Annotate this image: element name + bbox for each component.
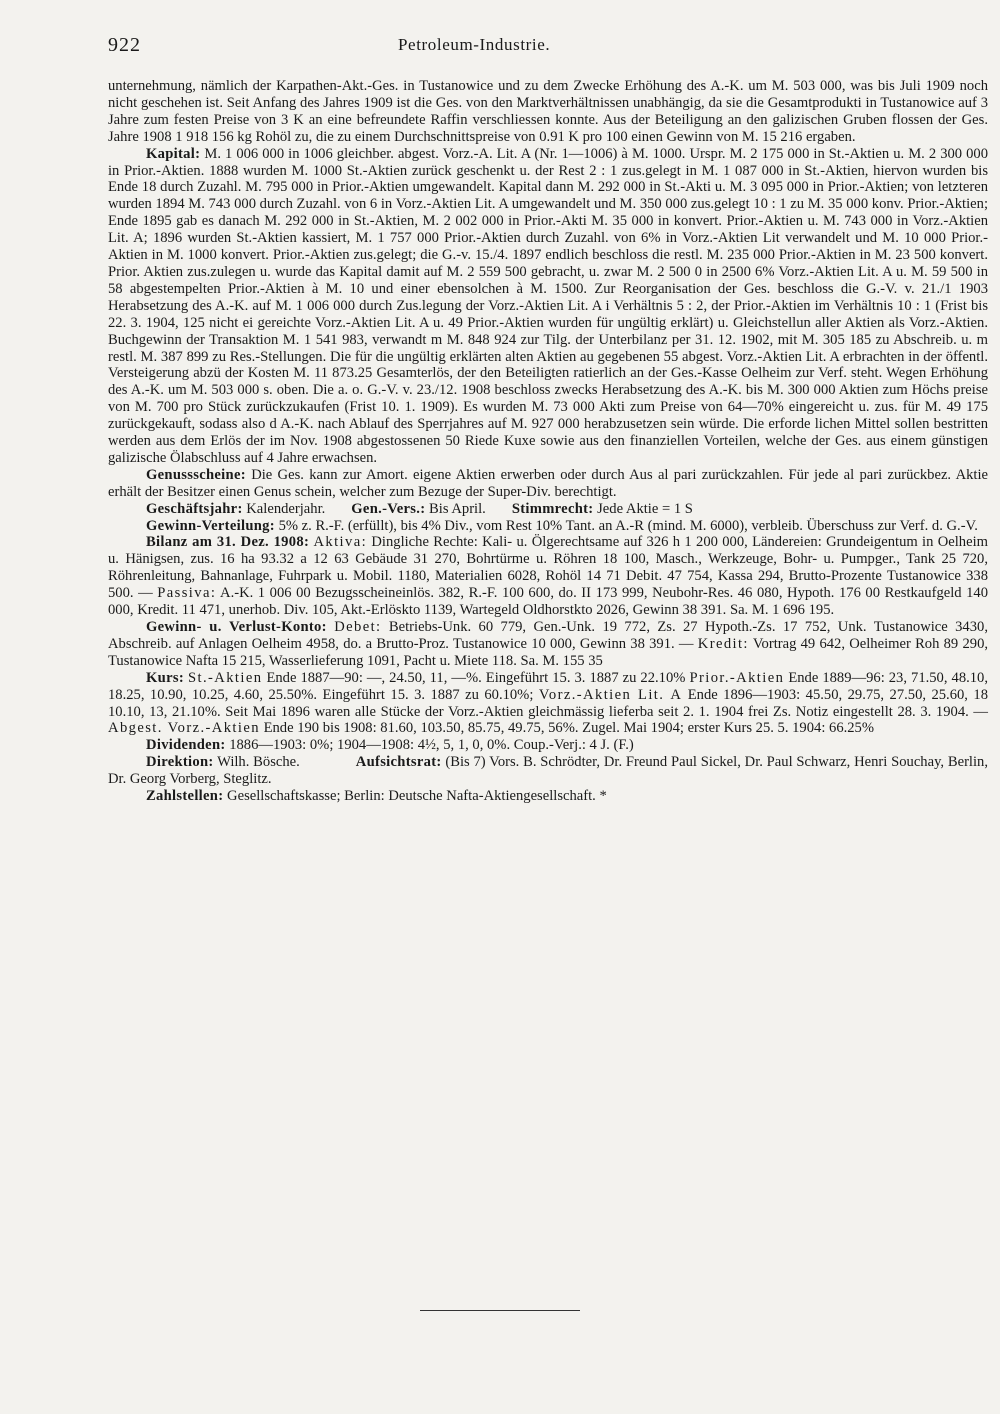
passiva-label: Passiva: — [157, 585, 217, 602]
genussscheine-text: Die Ges. kann zur Amort. eigene Aktien erwerben oder durch Aus al pari zurückzahlen. Für jede al pari zurückbez. Aktie erhält der Besitzer einen Genus schein, welcher zum Bezuge der Super-Div. berechtigt. — [108, 466, 988, 500]
prior-aktien-label: Prior.-Aktien — [689, 669, 785, 686]
page-body — [108, 78, 988, 805]
geschaeftsjahr-section — [108, 501, 988, 518]
passiva-text: A.-K. 1 006 00 Bezugsscheineinlös. 382, R.-F. 100 600, do. II 173 999, Neubohr-Res. 46 080, Hypoth. 176 00 Restkaufgeld 140 000, Kredit. 11 471, unerhob. Div. 105, Akt.-Erlöskto 1139, Wartegeld Oldhorstkto 2026, Gewinn 38 391. Sa. M. 1 696 195. — [108, 585, 989, 619]
dividenden-label: Dividenden: — [146, 737, 226, 754]
zahlstellen-label: Zahlstellen: — [146, 788, 224, 805]
aufsichtsrat-label: Aufsichtsrat: — [355, 754, 442, 771]
gewinn-verteilung-label: Gewinn-Verteilung: — [146, 517, 275, 534]
vorz-aktien-label: Vorz.-Aktien Lit. A — [538, 686, 683, 703]
geschaeftsjahr-label: Geschäftsjahr: — [146, 500, 243, 517]
kapital-text: M. 1 006 000 in 1006 gleichber. abgest. Vorz.-A. Lit. A (Nr. 1—1006) à M. 1000. Urspr. M. 2 175 000 in St.-Aktien u. M. 2 300 000 in Prior.-Aktien. 1888 wurden M. 1000 St.-Aktien zurück geschenkt u. der Rest 2 : 1 zus.gelegt in M. 1 087 000 in St.-Aktien, hiervon wurden bis Ende 18 durch Zuzahl. M. 795 000 in Prior.-Aktien umgewandelt. Kapital dann M. 292 000 in St.-Akti u. M. 3 095 000 in Prior.-Aktien; von letzteren wurden 1894 M. 743 000 durch Zuzahl. von 6 in Vorz.-Aktien Lit. A umgewandelt und M. 350 000 zus.gelegt 10 : 1 zu M. 35 000 konv. Prior.-Aktien; Ende 1895 gab es danach M. 292 000 in St.-Aktien, M. 2 002 000 in Prior.-Akti M. 35 000 in konvert. Prior.-Aktien u. M. 743 000 in Vorz.-Aktien Lit. A; 1896 wurden St.-Aktien kassiert, M. 1 757 000 Prior.-Aktien durch Zuzahl. von 6% in Vorz.-Aktien Lit verwandelt und M. 10 000 Prior.-Aktien in M. 1000 konvert. Prior.-Aktien zus.gelegt; die G.-v. 15./4. 1897 endlich beschloss die restl. M. 235 000 Prior.-Aktien in M. 23 500 konvert. Prior. Aktien zus.zulegen u. wurde das Kapital damit auf M. 2 559 500 gebracht, u. zwar M. 2 500 0 in 2500 6% Vorz.-Aktien Lit. A u. M. 59 500 in 58 abgestempelten Prior.-Aktien à M. 10 und einer ebensolchen à M. 1500. Zur Reorganisation der Ges. beschloss die G.-V. v. 21./1 1903 Herabsetzung des A.-K. auf M. 1 006 000 durch Zus.legung der Vorz.-Aktien Lit. A i Verhältnis 5 : 2, der Prior.-Aktien im Verhältnis 10 : 1 (Frist bis 22. 3. 1904, 125 nicht ei gereichte Vorz.-Aktien Lit. A u. 49 Prior.-Aktien wurden für ungültig erklärt) u. Gleichstellun aller Aktien als Vorz.-Aktien. Buchgewinn der Transaktion M. 1 541 983, verwandt m M. 848 924 zur Tilg. der Unterbilanz per 31. 12. 1902, mit M. 305 185 zu Abschreib. u. m restl. M. 387 899 zu Res.-Stellungen. Die für die ungültig erklärten alten Aktien au gegebenen 55 abgest. Vorz.-Aktien Lit. A erbrachten in der öffentl. Versteigerung abzü der Kosten M. 11 873.25 Gesamterlös, der den Beteiligten ratierlich an der Ges.-Kasse Oelheim zur Verf. steht. Wegen Erhöhung des A.-K. um M. 503 000 s. oben. Die a. o. G.-V. v. 23./12. 1908 beschloss zwecks Herabsetzung des A.-K. bis M. 300 000 Aktien zum Höchs preise von M. 700 pro Stück zurückzukaufen (Frist 10. 1. 1909). Es wurden M. 73 000 Akti zum Preise von 64—70% eingereicht u. zus. für M. 49 175 zurückgekauft, sodass also d A.-K. nach Ablauf des Sperrjahres auf M. 927 000 herabzusetzen sein würde. Die erforde lichen Mittel sollen bestritten werden aus dem Erlös der im Nov. 1908 abgestossenen 50 Riede Kuxe sowie aus den finanziellen Vorteilen, welche der Ges. aus einem günstigen galizische Ölabschluss auf 4 Jahre erwachsen. — [108, 145, 989, 466]
aufsichtsrat-text: (Bis 7) Vors. B. Schrödter, Dr. Freund Paul Sickel, Dr. Paul Schwarz, Henri Souchay, Berlin, Dr. Georg Vorberg, Steglitz. — [108, 754, 988, 788]
abgest-vorz-label: Abgest. Vorz.-Aktien — [108, 720, 260, 737]
gen-vers-text: Bis April. — [429, 500, 486, 517]
running-title: Petroleum-Industrie. — [398, 35, 551, 54]
st-aktien-label: St.-Aktien — [188, 669, 263, 686]
kredit-label: Kredit: — [697, 635, 749, 652]
kapital-label: Kapital: — [146, 145, 201, 162]
direktion-text: Wilh. Bösche. — [217, 754, 300, 771]
dividenden-text: 1886—1903: 0%; 1904—1908: 4½, 5, 1, 0, 0%. Coup.-Verj.: 4 J. (F.) — [229, 737, 634, 754]
zahlstellen-section — [108, 788, 988, 805]
aktiva-label: Aktiva: — [313, 534, 368, 551]
gewinn-verteilung-text: 5% z. R.-F. (erfüllt), bis 4% Div., vom Rest 10% Tant. an A.-R (mind. M. 6000), verbleib. Überschuss zur Verf. d. G.-V. — [278, 517, 978, 534]
st-aktien-text: Ende 1887—90: —, 24.50, 11, —%. Eingeführt 15. 3. 1887 zu 22.10% — [266, 669, 686, 686]
gewinn-verteilung-section — [108, 518, 988, 535]
vorz-aktien-text: Ende 1896—1903: 45.50, 29.75, 27.50, 25.60, 18 10.10, 13, 21.10%. Seit Mai 1896 waren alle Stücke der Vorz.-Aktien gleichmässig lieferba seit 2. 1. 1904 frei Zs. Notiz eingestellt 28. 3. 1904. — — [108, 686, 988, 720]
genussscheine-section — [108, 467, 988, 501]
intro-paragraph — [108, 78, 988, 146]
stimmrecht-label: Stimmrecht: — [511, 500, 594, 517]
aktiva-text: Dingliche Rechte: Kali- u. Ölgerechtsame auf 326 h 1 200 000, Ländereien: Grundeigentum in Oelheim u. Hänigsen, zus. 16 ha 93.32 a 12 63 Gebäude 31 270, Bohrtürme u. Röhren 18 100, Masch., Werkzeuge, Bohr- u. Pumpger., Tank 25 720, Röhrenleitung, Bahnanlage, Fuhrpark u. Mobil. 1180, Materialien 6028, Rohöl 14 71 Debit. 47 754, Kassa 294, Brutto-Prozente Tustanowice 338 500. — — [108, 534, 988, 602]
prior-aktien-text: Ende 1889—96: 23, 71.50, 48.10, 18.25, 10.90, 10.25, 4.60, 25.50%. Eingeführt 15. 3. 1887 zu 60.10%; — [108, 669, 989, 703]
dividenden-section — [108, 737, 988, 754]
genussscheine-label: Genussscheine: — [146, 466, 246, 483]
zahlstellen-text: Gesellschaftskasse; Berlin: Deutsche Nafta-Aktiengesellschaft. * — [227, 788, 607, 805]
debet-text: Betriebs-Unk. 60 779, Gen.-Unk. 19 772, Zs. 27 Hypoth.-Zs. 17 752, Unk. Tustanowice 3430, Abschreib. auf Anlagen Oelheim 4958, do. a Brutto-Proz. Tustanowice 10 000, Gewinn 38 391. — — [108, 619, 988, 652]
geschaeftsjahr-text: Kalenderjahr. — [246, 500, 326, 517]
kapital-section — [108, 146, 988, 467]
page-number: 922 — [108, 34, 141, 56]
kurs-section — [108, 670, 988, 738]
direktion-label: Direktion: — [146, 754, 214, 771]
kurs-label: Kurs: — [146, 669, 184, 686]
bilanz-label: Bilanz am 31. Dez. 1908: — [146, 534, 310, 551]
abgest-vorz-text: Ende 190 bis 1908: 81.60, 103.50, 85.75, 49.75, 56%. Zugel. Mai 1904; erster Kurs 25. 5. 1904: 66.25% — [263, 720, 875, 737]
kredit-text: Vortrag 49 642, Oelheimer Roh 89 290, Tustanowice Nafta 15 215, Wasserlieferung 1091, Pacht u. Miete 118. Sa. M. 155 35 — [108, 635, 989, 669]
debet-label: Debet: — [334, 619, 382, 635]
stimmrecht-text: Jede Aktie = 1 S — [597, 500, 693, 517]
gewinn-verlust-label: Gewinn- u. Verlust-Konto: — [146, 619, 327, 635]
intro-text: unternehmung, nämlich der Karpathen-Akt.-Ges. in Tustanowice und zu dem Zwecke Erhöhung des A.-K. um M. 503 000, was bis Juli 1909 noch nicht geschehen ist. Seit Anfang des Jahres 1909 ist die Ges. von den Marktverhältnissen unabhängig, da sie die Gesamtprodukti in Tustanowice auf 3 Jahre zum festen Preise von 3 K an eine befreundete Raffin verschliessen konnte. Aus der Beteiligung an den galizischen Gruben flossen der Ges. Jahre 1908 1 918 156 kg Rohöl zu, die zu einem Durchschnittspreise von 0.91 K pro 100 einen Gewinn von M. 15 216 ergaben. — [108, 78, 988, 145]
bilanz-section — [108, 534, 988, 619]
page-header — [108, 34, 940, 58]
direktion-section — [108, 754, 988, 788]
gen-vers-label: Gen.-Vers.: — [351, 500, 426, 517]
gewinn-verlust-section — [108, 619, 988, 670]
end-rule — [420, 1310, 580, 1311]
